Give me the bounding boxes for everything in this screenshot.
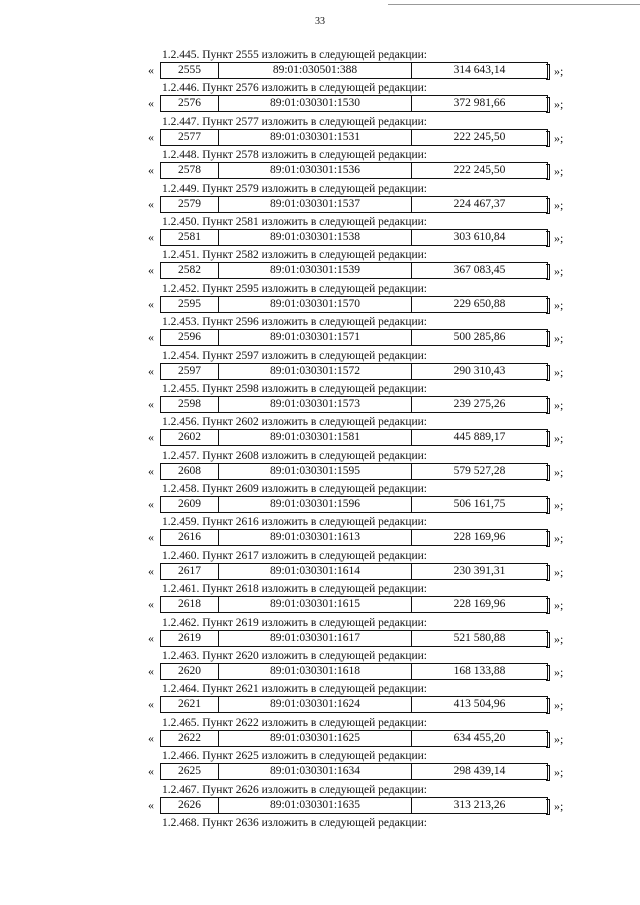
amendment-heading: 1.2.458. Пункт 2609 изложить в следующей редакции: xyxy=(162,483,427,496)
close-quote: »; xyxy=(554,164,564,179)
amendment-heading: 1.2.468. Пункт 2636 изложить в следующей редакции: xyxy=(162,817,427,830)
close-quote: »; xyxy=(554,64,564,78)
table-row xyxy=(140,763,570,780)
table-row xyxy=(140,229,570,246)
open-quote: « xyxy=(148,430,154,445)
cadastral-number-cell: 89:01:030301:1570 xyxy=(219,297,412,312)
closing-bracket xyxy=(546,64,550,80)
closing-bracket xyxy=(546,799,550,815)
table-row xyxy=(140,429,570,446)
value-cell: 579 527,28 xyxy=(453,464,506,477)
close-quote: »; xyxy=(554,665,564,680)
item-number-cell: 2608 xyxy=(161,464,219,479)
close-quote: »; xyxy=(554,798,564,813)
amendment-heading: 1.2.445. Пункт 2555 изложить в следующей редакции: xyxy=(162,49,427,61)
open-quote: « xyxy=(148,296,154,311)
closing-bracket xyxy=(546,164,550,180)
open-quote: « xyxy=(148,797,154,812)
table-cells xyxy=(160,596,548,613)
value-cell: 228 169,96 xyxy=(453,531,506,544)
close-quote: »; xyxy=(554,97,564,112)
cadastral-number-cell: 89:01:030301:1573 xyxy=(219,397,412,412)
table-cells xyxy=(160,95,548,112)
value-cell: 506 161,75 xyxy=(453,498,506,511)
open-quote: « xyxy=(148,396,154,411)
item-number-cell: 2597 xyxy=(161,364,219,379)
cadastral-number-cell: 89:01:030301:1530 xyxy=(219,96,412,111)
open-quote: « xyxy=(148,563,154,578)
open-quote: « xyxy=(148,129,154,144)
amendment-heading: 1.2.447. Пункт 2577 изложить в следующей редакции: xyxy=(162,115,427,128)
closing-bracket xyxy=(546,398,550,414)
item-number-cell: 2578 xyxy=(161,163,219,178)
amendment-heading: 1.2.449. Пункт 2579 изложить в следующей редакции: xyxy=(162,182,427,195)
item-number-cell: 2581 xyxy=(161,230,219,245)
cadastral-number-cell: 89:01:030301:1615 xyxy=(219,597,412,612)
open-quote: « xyxy=(148,263,154,278)
amendment-heading: 1.2.466. Пункт 2625 изложить в следующей редакции: xyxy=(162,750,427,763)
table-cells xyxy=(160,563,548,580)
close-quote: »; xyxy=(554,531,564,546)
cadastral-number-cell: 89:01:030301:1614 xyxy=(219,564,412,579)
amendment-item xyxy=(0,549,640,582)
cadastral-number-cell: 89:01:030301:1595 xyxy=(219,464,412,479)
amendment-heading: 1.2.450. Пункт 2581 изложить в следующей редакции: xyxy=(162,215,427,228)
closing-bracket xyxy=(546,97,550,113)
table-row xyxy=(140,630,570,647)
item-number-cell: 2596 xyxy=(161,330,219,345)
item-number-cell: 2617 xyxy=(161,564,219,579)
amendment-heading: 1.2.456. Пункт 2602 изложить в следующей редакции: xyxy=(162,416,427,429)
close-quote: »; xyxy=(554,397,564,412)
table-row xyxy=(140,296,570,313)
value-cell: 413 504,96 xyxy=(453,698,506,711)
amendment-item xyxy=(0,582,640,615)
amendment-item xyxy=(0,115,640,148)
item-number-cell: 2577 xyxy=(161,130,219,145)
table-row xyxy=(140,496,570,513)
table-cells xyxy=(160,396,548,413)
close-quote: »; xyxy=(554,130,564,145)
table-cells xyxy=(160,229,548,246)
close-quote: »; xyxy=(554,631,564,646)
item-number-cell: 2616 xyxy=(161,530,219,545)
amendment-heading: 1.2.461. Пункт 2618 изложить в следующей редакции: xyxy=(162,583,427,596)
amendment-item xyxy=(0,48,640,81)
value-cell: 367 083,45 xyxy=(453,264,506,277)
open-quote: « xyxy=(148,697,154,712)
table-cells xyxy=(160,630,548,647)
table-row xyxy=(140,696,570,713)
amendment-heading: 1.2.465. Пункт 2622 изложить в следующей редакции: xyxy=(162,716,427,729)
open-quote: « xyxy=(148,363,154,378)
cadastral-number-cell: 89:01:030301:1572 xyxy=(219,364,412,379)
amendment-heading: 1.2.452. Пункт 2595 изложить в следующей редакции: xyxy=(162,282,427,295)
close-quote: »; xyxy=(554,197,564,212)
table-cells xyxy=(160,463,548,480)
closing-bracket xyxy=(546,231,550,247)
cadastral-number-cell: 89:01:030301:1531 xyxy=(219,130,412,145)
amendment-heading: 1.2.467. Пункт 2626 изложить в следующей редакции: xyxy=(162,783,427,796)
value-cell: 222 245,50 xyxy=(453,130,506,143)
amendment-list xyxy=(0,48,640,830)
table-row xyxy=(140,363,570,380)
amendment-item xyxy=(0,382,640,415)
close-quote: »; xyxy=(554,464,564,479)
close-quote: »; xyxy=(554,297,564,312)
closing-bracket xyxy=(546,264,550,280)
item-number-cell: 2621 xyxy=(161,697,219,712)
item-number-cell: 2609 xyxy=(161,497,219,512)
cadastral-number-cell: 89:01:030301:1581 xyxy=(219,430,412,445)
amendment-item xyxy=(0,682,640,715)
close-quote: »; xyxy=(554,564,564,579)
open-quote: « xyxy=(148,497,154,512)
item-number-cell: 2602 xyxy=(161,430,219,445)
amendment-heading: 1.2.453. Пункт 2596 изложить в следующей редакции: xyxy=(162,316,427,329)
cadastral-number-cell: 89:01:030301:1624 xyxy=(219,697,412,712)
item-number-cell: 2582 xyxy=(161,263,219,278)
amendment-item xyxy=(0,649,640,682)
value-cell: 224 467,37 xyxy=(453,197,506,210)
closing-bracket xyxy=(546,365,550,381)
item-number-cell: 2626 xyxy=(161,798,219,813)
close-quote: »; xyxy=(554,698,564,713)
closing-bracket xyxy=(546,465,550,481)
item-number-cell: 2625 xyxy=(161,764,219,779)
cadastral-number-cell: 89:01:030301:1625 xyxy=(219,731,412,746)
closing-bracket xyxy=(546,131,550,147)
amendment-item xyxy=(0,148,640,181)
closing-bracket xyxy=(546,565,550,581)
closing-bracket xyxy=(546,665,550,681)
value-cell: 372 981,66 xyxy=(453,97,506,110)
amendment-heading: 1.2.464. Пункт 2621 изложить в следующей редакции: xyxy=(162,683,427,696)
amendment-item xyxy=(0,783,640,816)
item-number-cell: 2576 xyxy=(161,96,219,111)
table-row xyxy=(140,797,570,814)
table-row xyxy=(140,730,570,747)
table-cells xyxy=(160,696,548,713)
value-cell: 445 889,17 xyxy=(453,431,506,444)
value-cell: 290 310,43 xyxy=(453,364,506,377)
amendment-item xyxy=(0,415,640,448)
closing-bracket xyxy=(546,765,550,781)
closing-bracket xyxy=(546,431,550,447)
value-cell: 634 455,20 xyxy=(453,731,506,744)
item-number-cell: 2619 xyxy=(161,631,219,646)
closing-bracket xyxy=(546,498,550,514)
table-cells xyxy=(160,730,548,747)
close-quote: »; xyxy=(554,598,564,613)
closing-bracket xyxy=(546,531,550,547)
item-number-cell: 2620 xyxy=(161,664,219,679)
closing-bracket xyxy=(546,698,550,714)
table-row xyxy=(140,463,570,480)
table-cells xyxy=(160,62,548,79)
table-row xyxy=(140,396,570,413)
close-quote: »; xyxy=(554,498,564,513)
cadastral-number-cell: 89:01:030301:1537 xyxy=(219,197,412,212)
table-cells xyxy=(160,129,548,146)
open-quote: « xyxy=(148,196,154,211)
open-quote: « xyxy=(148,96,154,111)
amendment-heading: 1.2.446. Пункт 2576 изложить в следующей редакции: xyxy=(162,82,427,95)
value-cell: 314 643,14 xyxy=(453,64,506,76)
open-quote: « xyxy=(148,597,154,612)
table-cells xyxy=(160,763,548,780)
value-cell: 500 285,86 xyxy=(453,331,506,344)
value-cell: 230 391,31 xyxy=(453,564,506,577)
item-number-cell: 2618 xyxy=(161,597,219,612)
table-cells xyxy=(160,329,548,346)
amendment-item xyxy=(0,349,640,382)
table-cells xyxy=(160,496,548,513)
page-number: 33 xyxy=(315,16,325,27)
top-rule xyxy=(388,4,640,5)
table-cells xyxy=(160,262,548,279)
table-cells xyxy=(160,296,548,313)
cadastral-number-cell: 89:01:030301:1536 xyxy=(219,163,412,178)
value-cell: 303 610,84 xyxy=(453,230,506,243)
amendment-item xyxy=(0,215,640,248)
amendment-item xyxy=(0,716,640,749)
cadastral-number-cell: 89:01:030301:1538 xyxy=(219,230,412,245)
value-cell: 521 580,88 xyxy=(453,631,506,644)
amendment-heading: 1.2.462. Пункт 2619 изложить в следующей редакции: xyxy=(162,616,427,629)
item-number-cell: 2555 xyxy=(161,63,219,78)
amendment-heading: 1.2.463. Пункт 2620 изложить в следующей редакции: xyxy=(162,650,427,663)
table-cells xyxy=(160,162,548,179)
item-number-cell: 2598 xyxy=(161,397,219,412)
closing-bracket xyxy=(546,632,550,648)
amendment-item xyxy=(0,81,640,114)
open-quote: « xyxy=(148,163,154,178)
amendment-heading: 1.2.455. Пункт 2598 изложить в следующей редакции: xyxy=(162,382,427,395)
close-quote: »; xyxy=(554,431,564,446)
table-row xyxy=(140,529,570,546)
closing-bracket xyxy=(546,732,550,748)
close-quote: »; xyxy=(554,364,564,379)
cadastral-number-cell: 89:01:030301:1613 xyxy=(219,530,412,545)
amendment-heading: 1.2.454. Пункт 2597 изложить в следующей редакции: xyxy=(162,349,427,362)
amendment-item xyxy=(0,315,640,348)
closing-bracket xyxy=(546,331,550,347)
cadastral-number-cell: 89:01:030301:1635 xyxy=(219,798,412,813)
open-quote: « xyxy=(148,330,154,345)
amendment-item xyxy=(0,449,640,482)
cadastral-number-cell: 89:01:030301:1618 xyxy=(219,664,412,679)
closing-bracket xyxy=(546,198,550,214)
table-cells xyxy=(160,363,548,380)
open-quote: « xyxy=(148,463,154,478)
table-cells xyxy=(160,196,548,213)
open-quote: « xyxy=(148,229,154,244)
amendment-item xyxy=(0,616,640,649)
close-quote: »; xyxy=(554,731,564,746)
cadastral-number-cell: 89:01:030301:1571 xyxy=(219,330,412,345)
open-quote: « xyxy=(148,530,154,545)
value-cell: 168 133,88 xyxy=(453,665,506,678)
cadastral-number-cell: 89:01:030301:1634 xyxy=(219,764,412,779)
amendment-item xyxy=(0,248,640,281)
table-cells xyxy=(160,663,548,680)
amendment-item xyxy=(0,515,640,548)
amendment-item xyxy=(0,482,640,515)
close-quote: »; xyxy=(554,230,564,245)
closing-bracket xyxy=(546,298,550,314)
open-quote: « xyxy=(148,630,154,645)
amendment-heading: 1.2.451. Пункт 2582 изложить в следующей редакции: xyxy=(162,249,427,262)
table-row xyxy=(140,129,570,146)
table-row xyxy=(140,162,570,179)
table-row xyxy=(140,596,570,613)
value-cell: 313 213,26 xyxy=(453,798,506,811)
open-quote: « xyxy=(148,764,154,779)
open-quote: « xyxy=(148,63,154,77)
cadastral-number-cell: 89:01:030301:1539 xyxy=(219,263,412,278)
value-cell: 229 650,88 xyxy=(453,297,506,310)
close-quote: »; xyxy=(554,765,564,780)
amendment-heading: 1.2.460. Пункт 2617 изложить в следующей редакции: xyxy=(162,549,427,562)
amendment-item xyxy=(0,749,640,782)
value-cell: 298 439,14 xyxy=(453,765,506,778)
value-cell: 228 169,96 xyxy=(453,598,506,611)
amendment-item xyxy=(0,182,640,215)
amendment-heading: 1.2.459. Пункт 2616 изложить в следующей редакции: xyxy=(162,516,427,529)
close-quote: »; xyxy=(554,264,564,279)
cadastral-number-cell: 89:01:030501:388 xyxy=(219,63,412,78)
table-row xyxy=(140,663,570,680)
close-quote: »; xyxy=(554,331,564,346)
amendment-heading: 1.2.457. Пункт 2608 изложить в следующей редакции: xyxy=(162,449,427,462)
table-cells xyxy=(160,797,548,814)
table-row xyxy=(140,329,570,346)
table-cells xyxy=(160,529,548,546)
item-number-cell: 2595 xyxy=(161,297,219,312)
table-row xyxy=(140,95,570,112)
open-quote: « xyxy=(148,730,154,745)
table-row xyxy=(140,196,570,213)
value-cell: 239 275,26 xyxy=(453,397,506,410)
table-row xyxy=(140,262,570,279)
item-number-cell: 2622 xyxy=(161,731,219,746)
item-number-cell: 2579 xyxy=(161,197,219,212)
table-row xyxy=(140,563,570,580)
amendment-item xyxy=(0,282,640,315)
cadastral-number-cell: 89:01:030301:1596 xyxy=(219,497,412,512)
table-row xyxy=(140,62,570,79)
closing-bracket xyxy=(546,598,550,614)
value-cell: 222 245,50 xyxy=(453,164,506,177)
cadastral-number-cell: 89:01:030301:1617 xyxy=(219,631,412,646)
open-quote: « xyxy=(148,664,154,679)
table-cells xyxy=(160,429,548,446)
amendment-heading: 1.2.448. Пункт 2578 изложить в следующей редакции: xyxy=(162,149,427,162)
